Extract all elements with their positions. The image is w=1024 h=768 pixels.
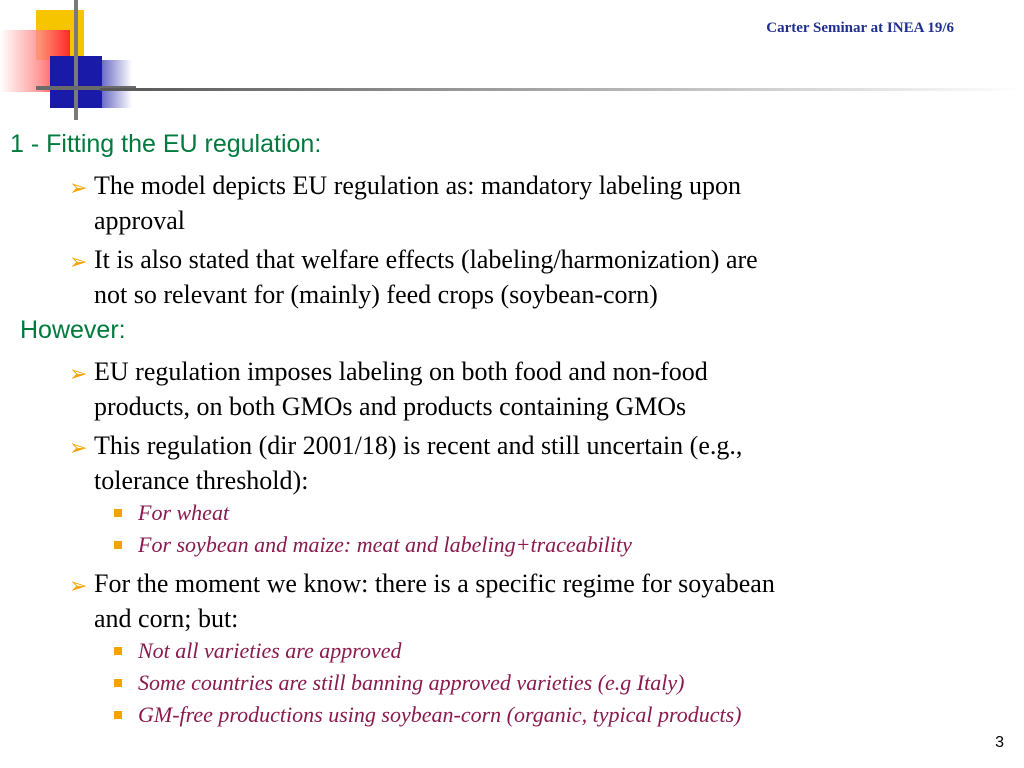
page-number: 3 (995, 734, 1004, 751)
bullet-line: and corn; but: (94, 604, 239, 633)
arrow-bullet-icon: ➢ (69, 175, 88, 200)
bullet-line: tolerance threshold): (94, 466, 309, 495)
subbullet-wheat (114, 500, 229, 526)
subbullet-text: For soybean and maize: meat and labeling+traceability (138, 532, 632, 557)
square-bullet-icon (114, 509, 122, 517)
square-bullet-icon (114, 679, 122, 687)
bullet-line: It is also stated that welfare effects (labeling/harmonization) are (94, 245, 758, 274)
subbullet-countries-banning (114, 670, 684, 696)
subbullet-text: GM-free productions using soybean-corn (organic, typical products) (138, 702, 742, 727)
slide-header-title: Carter Seminar at INEA 19/6 (766, 20, 954, 36)
bullet-line: products, on both GMOs and products containing GMOs (94, 392, 687, 421)
subbullet-gm-free (114, 702, 741, 728)
section-heading-eu-regulation: 1 - Fitting the EU regulation: (10, 130, 322, 158)
arrow-bullet-icon: ➢ (69, 361, 88, 386)
bullet-line: The model depicts EU regulation as: mandatory labeling upon (94, 171, 741, 200)
section-heading-however: However: (20, 316, 126, 344)
bullet-line: approval (94, 206, 185, 235)
subbullet-text: For wheat (138, 500, 230, 525)
bullet-line: For the moment we know: there is a specific regime for soyabean (94, 569, 775, 598)
subbullet-soybean-maize (114, 532, 632, 558)
subbullet-text: Some countries are still banning approved varieties (e.g Italy) (138, 670, 685, 695)
square-bullet-icon (114, 647, 122, 655)
bullet-model-depicts (70, 168, 1000, 238)
subbullet-text: Not all varieties are approved (138, 638, 402, 663)
bullet-line: This regulation (dir 2001/18) is recent and still uncertain (e.g., (94, 431, 743, 460)
arrow-bullet-icon: ➢ (69, 435, 88, 460)
square-bullet-icon (114, 541, 122, 549)
bullet-regulation-recent (70, 428, 1000, 498)
square-bullet-icon (114, 711, 122, 719)
bullet-line: EU regulation imposes labeling on both food and non-food (94, 357, 708, 386)
arrow-bullet-icon: ➢ (69, 249, 88, 274)
bullet-for-the-moment (70, 566, 1000, 636)
bullet-line: not so relevant for (mainly) feed crops (soybean-corn) (94, 280, 658, 309)
bullet-eu-imposes-labeling (70, 354, 1000, 424)
subbullet-not-all-varieties (114, 638, 402, 664)
bullet-welfare-effects (70, 242, 1000, 312)
arrow-bullet-icon: ➢ (69, 573, 88, 598)
